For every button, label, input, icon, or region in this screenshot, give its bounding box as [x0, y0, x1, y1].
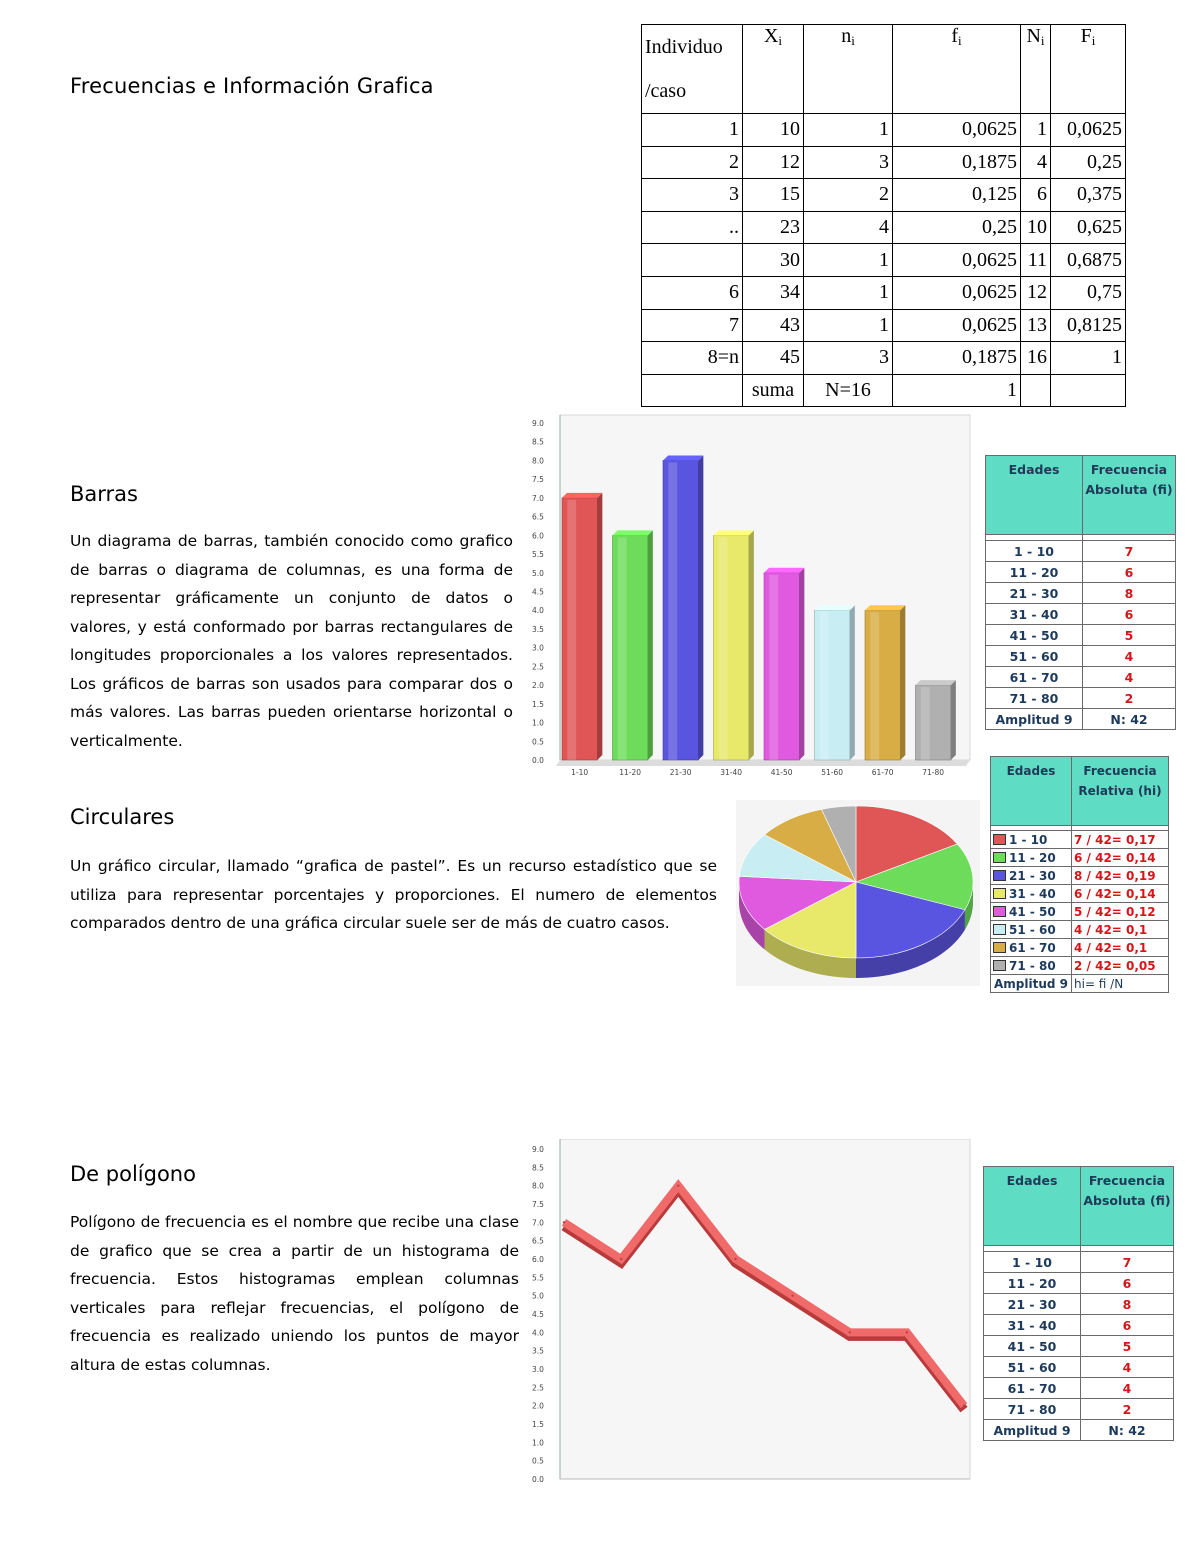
frequency-table-cell: 0,0625 — [893, 309, 1021, 342]
age-range-cell: 71 - 80 — [984, 1399, 1081, 1420]
table-header-row — [991, 757, 1169, 826]
frequency-table-cell: 12 — [1021, 276, 1051, 309]
y-tick-label: 4.5 — [532, 1310, 544, 1319]
age-range-cell — [991, 957, 1072, 975]
bar-chart — [530, 413, 972, 779]
frequency-table-cell: 0,625 — [1051, 211, 1126, 244]
amplitude-cell: Amplitud 9 — [991, 975, 1072, 993]
bar — [815, 605, 855, 760]
table-row — [984, 1336, 1174, 1357]
frequency-table — [641, 24, 1126, 407]
frequency-value-cell: 8 — [1083, 583, 1176, 604]
bar — [865, 605, 905, 760]
frequency-table-cell: 0,125 — [893, 179, 1021, 212]
table-row — [986, 646, 1176, 667]
frequency-value-cell: 7 — [1081, 1252, 1174, 1273]
frequency-table-row — [642, 244, 1126, 277]
frequency-table-cell: 13 — [1021, 309, 1051, 342]
frequency-table-cell: 10 — [1021, 211, 1051, 244]
section-text-barras: Un diagrama de barras, también conocido como grafico de barras o diagrama de columnas, es una forma de representar gráficamente un conjunto de datos o valores, y está conformado por barras rectangulares de longitudes proporcionales a los valores representados. Los gráficos de barras son usados para comparar dos o más valores. Las barras pueden orientarse horizontal o verticalmente. — [70, 532, 513, 750]
chart-floor — [556, 760, 970, 766]
table-row — [986, 604, 1176, 625]
legend-swatch — [993, 924, 1006, 935]
frequency-table-cell: 16 — [1021, 342, 1051, 375]
polygon-chart — [530, 1139, 972, 1485]
header-frecuencia: Frecuencia Absoluta (fi) — [1081, 1167, 1174, 1246]
table-row — [986, 562, 1176, 583]
y-tick-label: 2.5 — [532, 1383, 544, 1393]
frequency-value-cell: 4 — [1083, 667, 1176, 688]
frequency-value-cell: 6 / 42= 0,14 — [1072, 885, 1169, 903]
age-range-cell: 1 - 10 — [986, 541, 1083, 562]
frequency-table-cell: 45 — [743, 342, 804, 375]
frequency-value-cell: 7 / 42= 0,17 — [1072, 831, 1169, 849]
age-range-cell: 21 - 30 — [986, 583, 1083, 604]
table-row — [991, 867, 1169, 885]
y-tick-label: 5.0 — [532, 568, 544, 578]
age-range-cell: 31 - 40 — [984, 1315, 1081, 1336]
table-footer-row — [991, 975, 1169, 993]
frequency-table-cell: 34 — [743, 276, 804, 309]
age-range-cell: 71 - 80 — [986, 688, 1083, 709]
frequency-table-cell: 10 — [743, 114, 804, 147]
table-row — [986, 688, 1176, 709]
x-tick-label: 71-80 — [922, 768, 945, 777]
frequency-table-cell: 0,0625 — [893, 244, 1021, 277]
age-range-cell — [991, 939, 1072, 957]
polygon-point — [963, 1404, 965, 1406]
frequency-table-cell — [1021, 374, 1051, 407]
header-Ni: $N_i$ — [1021, 25, 1051, 114]
header-edades: Edades — [991, 757, 1072, 826]
frequency-table-cell — [1051, 374, 1126, 407]
age-range-cell: 41 - 50 — [986, 625, 1083, 646]
y-tick-label: 6.0 — [532, 1255, 544, 1264]
bar — [764, 568, 804, 760]
frequency-table-cell: 1 — [893, 374, 1021, 407]
frequency-value-cell: 5 / 42= 0,12 — [1072, 903, 1169, 921]
age-range-label: 51 - 60 — [1009, 922, 1056, 937]
frequency-table-cell: 0,1875 — [893, 146, 1021, 179]
section-heading-poligono: De polígono — [70, 1162, 196, 1186]
polygon-point — [563, 1221, 565, 1223]
frequency-table-cell — [642, 374, 743, 407]
y-tick-label: 1.5 — [532, 1420, 544, 1429]
frequency-table-cell: 6 — [642, 276, 743, 309]
bar — [613, 530, 653, 760]
table-footer-row — [984, 1420, 1174, 1441]
age-range-label: 31 - 40 — [1009, 886, 1056, 901]
section-heading-barras: Barras — [70, 482, 138, 506]
frequency-value-cell: 6 — [1083, 562, 1176, 583]
table-row — [984, 1378, 1174, 1399]
y-tick-label: 7.0 — [532, 1218, 544, 1228]
age-range-cell — [991, 831, 1072, 849]
frequency-table-header — [642, 25, 1126, 114]
section-text-circulares: Un gráfico circular, llamado “grafica de pastel”. Es un recurso estadístico que se utiliza para representar porcentajes y proporciones. El numero de elementos comparados dentro de una gráfica circular suele ser de más de cuatro casos. — [70, 857, 717, 932]
frequency-table-cell: 6 — [1021, 179, 1051, 212]
y-tick-label: 6.5 — [532, 512, 544, 522]
frequency-table-cell: 0,0625 — [893, 114, 1021, 147]
section-text-poligono: Polígono de frecuencia es el nombre que recibe una clase de grafico que se crea a partir de un histograma de frecuencia. Estos histogramas emplean columnas verticales para reflejar frecuencias, el polígono de frecuencia es realizado uniendo los puntos de mayor altura de estas columnas. — [70, 1213, 519, 1374]
legend-swatch — [993, 852, 1006, 863]
y-tick-label: 6.5 — [532, 1236, 544, 1246]
frequency-table-row — [642, 309, 1126, 342]
frequency-table-cell: 1 — [642, 114, 743, 147]
y-tick-label: 3.5 — [532, 1346, 544, 1356]
relative-frequency-table — [990, 756, 1169, 993]
frequency-table-cell: 2 — [804, 179, 893, 212]
frequency-table-cell: 11 — [1021, 244, 1051, 277]
y-tick-label: 1.0 — [532, 1438, 544, 1448]
age-range-label: 41 - 50 — [1009, 904, 1056, 919]
y-tick-label: 8.5 — [532, 1163, 544, 1173]
polygon-point — [791, 1294, 793, 1296]
y-tick-label: 2.0 — [532, 681, 544, 691]
frequency-value-cell: 6 — [1083, 604, 1176, 625]
bar — [916, 680, 956, 760]
page-title: Frecuencias e Información Grafica — [70, 74, 434, 98]
table-row — [991, 939, 1169, 957]
header-individuo: Individuo /caso — [642, 25, 743, 114]
absolute-frequency-table — [985, 455, 1176, 730]
frequency-table-row — [642, 374, 1126, 407]
frequency-table-cell: 4 — [1021, 146, 1051, 179]
age-range-cell: 51 - 60 — [984, 1357, 1081, 1378]
frequency-value-cell: 5 — [1083, 625, 1176, 646]
frequency-table-cell: 0,8125 — [1051, 309, 1126, 342]
age-range-cell — [991, 849, 1072, 867]
y-tick-label: 8.0 — [532, 1181, 544, 1191]
frequency-value-cell: 2 — [1083, 688, 1176, 709]
polygon-point — [849, 1331, 851, 1333]
amplitude-cell: Amplitud 9 — [986, 709, 1083, 730]
legend-swatch — [993, 888, 1006, 899]
frequency-table-cell: 0,0625 — [1051, 114, 1126, 147]
frequency-table-cell: .. — [642, 211, 743, 244]
age-range-cell — [991, 921, 1072, 939]
frequency-table-cell: 0,25 — [1051, 146, 1126, 179]
frequency-value-cell: 2 / 42= 0,05 — [1072, 957, 1169, 975]
header-frecuencia: Frecuencia Relativa (hi) — [1072, 757, 1169, 826]
frequency-table-cell — [642, 244, 743, 277]
frequency-table-row — [642, 179, 1126, 212]
frequency-table-cell: 3 — [642, 179, 743, 212]
frequency-table-cell: 0,0625 — [893, 276, 1021, 309]
age-range-cell: 1 - 10 — [984, 1252, 1081, 1273]
y-tick-label: 5.5 — [532, 1273, 544, 1283]
table-row — [991, 957, 1169, 975]
amplitude-cell: Amplitud 9 — [984, 1420, 1081, 1441]
age-range-cell: 61 - 70 — [984, 1378, 1081, 1399]
absolute-frequency-table-2 — [983, 1166, 1174, 1441]
y-tick-label: 8.0 — [532, 456, 544, 466]
x-tick-label: 51-60 — [821, 768, 844, 777]
table-row — [986, 583, 1176, 604]
y-tick-label: 8.5 — [532, 437, 544, 447]
table-row — [984, 1315, 1174, 1336]
frequency-table-cell: 30 — [743, 244, 804, 277]
frequency-table-cell: 15 — [743, 179, 804, 212]
frequency-table-cell: 8=n — [642, 342, 743, 375]
frequency-value-cell: 6 — [1081, 1315, 1174, 1336]
x-tick-label: 41-50 — [770, 768, 793, 777]
frequency-table-cell: 3 — [804, 342, 893, 375]
header-ni: $n_i$ — [804, 25, 893, 114]
polygon-point — [906, 1331, 908, 1333]
frequency-table-cell: 1 — [804, 309, 893, 342]
pie-chart — [736, 800, 980, 986]
bar — [663, 455, 703, 760]
frequency-table-cell: 0,75 — [1051, 276, 1126, 309]
frequency-table-cell: 0,375 — [1051, 179, 1126, 212]
table-row — [984, 1294, 1174, 1315]
polygon-point — [734, 1258, 736, 1260]
table-row — [984, 1252, 1174, 1273]
y-tick-label: 0.0 — [532, 756, 544, 765]
table-row — [984, 1273, 1174, 1294]
frequency-table-cell: 12 — [743, 146, 804, 179]
y-tick-label: 6.0 — [532, 531, 544, 541]
frequency-value-cell: 7 — [1083, 541, 1176, 562]
y-tick-label: 1.0 — [532, 718, 544, 728]
frequency-value-cell: 8 / 42= 0,19 — [1072, 867, 1169, 885]
y-tick-label: 0.0 — [532, 1475, 544, 1484]
age-range-cell — [991, 867, 1072, 885]
frequency-table-cell: suma — [743, 374, 804, 407]
x-tick-label: 11-20 — [619, 768, 642, 777]
y-tick-label: 4.0 — [532, 1328, 544, 1338]
plot-area — [560, 1139, 970, 1479]
header-edades: Edades — [986, 456, 1083, 535]
y-tick-label: 5.5 — [532, 550, 544, 560]
legend-swatch — [993, 834, 1006, 845]
frequency-table-cell: 0,6875 — [1051, 244, 1126, 277]
frequency-table-cell: 43 — [743, 309, 804, 342]
frequency-value-cell: 6 / 42= 0,14 — [1072, 849, 1169, 867]
header-xi: $X_i$ — [743, 25, 804, 114]
bar — [562, 493, 602, 760]
y-tick-label: 1.5 — [532, 699, 544, 709]
table-row — [986, 541, 1176, 562]
total-cell: N: 42 — [1083, 709, 1176, 730]
header-frecuencia: Frecuencia Absoluta (fi) — [1083, 456, 1176, 535]
y-tick-label: 0.5 — [532, 1456, 544, 1466]
frequency-table-cell: 3 — [804, 146, 893, 179]
frequency-value-cell: 4 — [1083, 646, 1176, 667]
age-range-cell: 41 - 50 — [984, 1336, 1081, 1357]
legend-swatch — [993, 906, 1006, 917]
frequency-value-cell: 4 / 42= 0,1 — [1072, 921, 1169, 939]
frequency-table-row — [642, 276, 1126, 309]
y-tick-label: 2.5 — [532, 662, 544, 672]
y-tick-label: 7.0 — [532, 493, 544, 503]
header-edades: Edades — [984, 1167, 1081, 1246]
frequency-table-row — [642, 114, 1126, 147]
y-tick-label: 3.5 — [532, 624, 544, 634]
frequency-value-cell: 4 — [1081, 1357, 1174, 1378]
polygon-point — [620, 1258, 622, 1260]
x-tick-label: 31-40 — [720, 768, 743, 777]
table-footer-row — [986, 709, 1176, 730]
header-Fi: $F_i$ — [1051, 25, 1126, 114]
table-row — [991, 903, 1169, 921]
section-heading-circulares: Circulares — [70, 805, 175, 829]
y-tick-label: 3.0 — [532, 643, 544, 653]
frequency-table-cell: N=16 — [804, 374, 893, 407]
legend-swatch — [993, 870, 1006, 881]
table-row — [986, 667, 1176, 688]
age-range-cell: 51 - 60 — [986, 646, 1083, 667]
frequency-table-cell: 0,1875 — [893, 342, 1021, 375]
frequency-table-cell: 23 — [743, 211, 804, 244]
age-range-cell: 31 - 40 — [986, 604, 1083, 625]
x-tick-label: 1-10 — [571, 768, 589, 777]
table-row — [991, 849, 1169, 867]
age-range-cell: 11 - 20 — [986, 562, 1083, 583]
frequency-value-cell: 5 — [1081, 1336, 1174, 1357]
y-tick-label: 7.5 — [532, 475, 544, 485]
legend-swatch — [993, 942, 1006, 953]
x-tick-label: 61-70 — [871, 768, 894, 777]
frequency-table-cell: 1 — [804, 244, 893, 277]
age-range-label: 21 - 30 — [1009, 868, 1056, 883]
frequency-table-cell: 1 — [804, 114, 893, 147]
frequency-table-cell: 1 — [1021, 114, 1051, 147]
y-tick-label: 0.5 — [532, 737, 544, 747]
age-range-label: 11 - 20 — [1009, 850, 1056, 865]
table-row — [984, 1357, 1174, 1378]
age-range-cell — [991, 885, 1072, 903]
frequency-value-cell: 4 / 42= 0,1 — [1072, 939, 1169, 957]
total-cell: hi= fi /N — [1072, 975, 1169, 993]
frequency-table-cell: 4 — [804, 211, 893, 244]
age-range-label: 1 - 10 — [1009, 832, 1048, 847]
age-range-cell: 21 - 30 — [984, 1294, 1081, 1315]
frequency-value-cell: 4 — [1081, 1378, 1174, 1399]
header-fi: $f_i$ — [893, 25, 1021, 114]
y-tick-label: 7.5 — [532, 1200, 544, 1209]
y-tick-label: 2.0 — [532, 1401, 544, 1411]
age-range-label: 71 - 80 — [1009, 958, 1056, 973]
frequency-table-row — [642, 342, 1126, 375]
legend-swatch — [993, 960, 1006, 971]
frequency-value-cell: 2 — [1081, 1399, 1174, 1420]
frequency-table-row — [642, 211, 1126, 244]
frequency-table-row — [642, 146, 1126, 179]
table-header-row — [984, 1167, 1174, 1246]
y-tick-label: 3.0 — [532, 1365, 544, 1374]
table-row — [984, 1399, 1174, 1420]
table-header-row — [986, 456, 1176, 535]
frequency-value-cell: 8 — [1081, 1294, 1174, 1315]
frequency-table-cell: 1 — [804, 276, 893, 309]
bar — [714, 530, 754, 760]
age-range-cell — [991, 903, 1072, 921]
table-row — [991, 885, 1169, 903]
y-tick-label: 9.0 — [532, 1145, 544, 1154]
frequency-table-cell: 7 — [642, 309, 743, 342]
x-tick-label: 21-30 — [669, 768, 692, 777]
y-tick-label: 9.0 — [532, 419, 544, 428]
y-tick-label: 5.0 — [532, 1291, 544, 1301]
y-tick-label: 4.5 — [532, 587, 544, 597]
age-range-cell: 11 - 20 — [984, 1273, 1081, 1294]
frequency-table-cell: 1 — [1051, 342, 1126, 375]
age-range-label: 61 - 70 — [1009, 940, 1056, 955]
frequency-table-cell: 0,25 — [893, 211, 1021, 244]
frequency-value-cell: 6 — [1081, 1273, 1174, 1294]
frequency-table-cell: 2 — [642, 146, 743, 179]
table-row — [986, 625, 1176, 646]
table-row — [991, 831, 1169, 849]
table-row — [991, 921, 1169, 939]
age-range-cell: 61 - 70 — [986, 667, 1083, 688]
y-tick-label: 4.0 — [532, 606, 544, 616]
polygon-point — [677, 1184, 679, 1186]
total-cell: N: 42 — [1081, 1420, 1174, 1441]
